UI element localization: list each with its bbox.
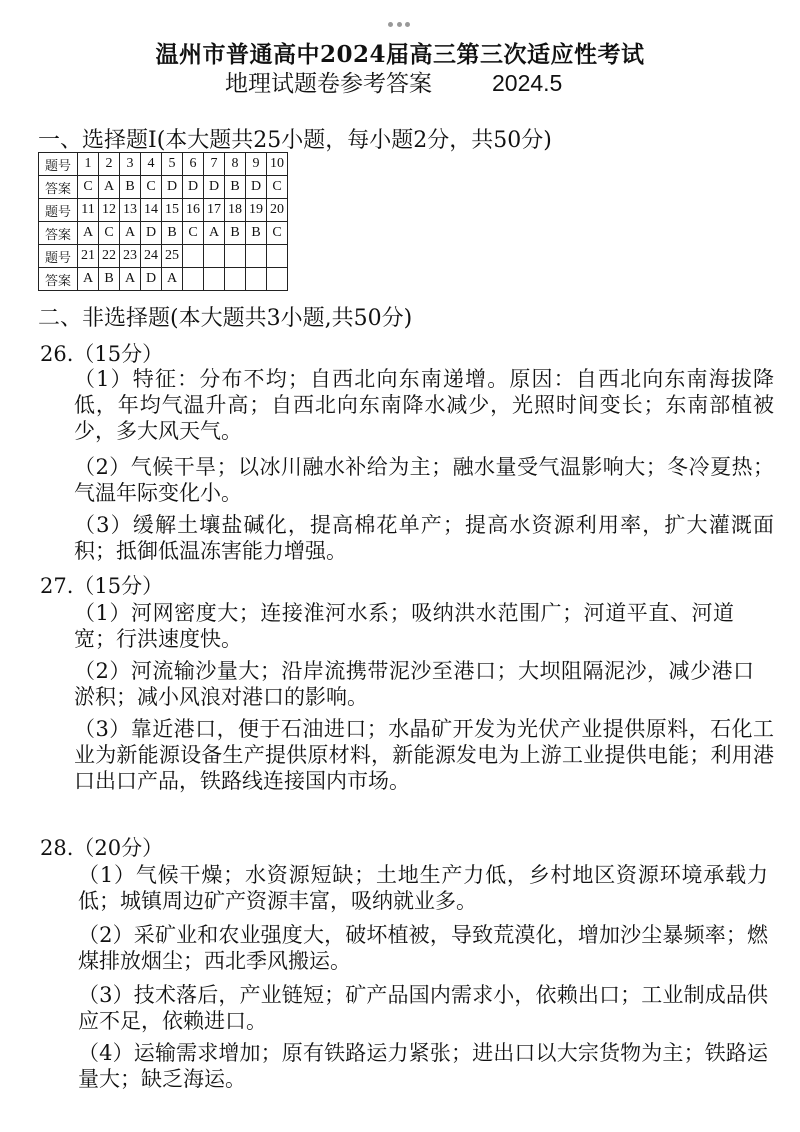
question-number-cell: 6	[183, 153, 204, 176]
q27-item-3: （3）靠近港口，便于石油进口；水晶矿开发为光伏产业提供原料，石化工业为新能源设备生产提供原材料，新能源发电为上游工业提供电能；利用港口出口产品，铁路线连接国内市场。	[74, 717, 774, 793]
question-number-cell: 22	[99, 245, 120, 268]
answer-cell: B	[162, 222, 183, 245]
answer-key-title: 地理试题卷参考答案	[225, 71, 432, 97]
question-number-cell: 24	[141, 245, 162, 268]
answer-cell: C	[141, 176, 162, 199]
question-number-cell: 11	[78, 199, 99, 222]
q26-item-3: （3）缓解土壤盐碱化，提高棉花单产；提高水资源利用率，扩大灌溉面积；抵御低温冻害能力增强。	[74, 513, 774, 563]
row-label-answer: 答案	[39, 222, 78, 245]
answer-cell: A	[78, 222, 99, 245]
section2-heading: 二、非选择题(本大题共3小题,共50分)	[38, 306, 413, 331]
question-number-row	[39, 153, 288, 176]
answer-cell: A	[120, 222, 141, 245]
answer-cell: D	[246, 176, 267, 199]
answer-cell: C	[183, 222, 204, 245]
answer-cell	[183, 268, 204, 291]
answer-cell: B	[225, 222, 246, 245]
question-number-cell	[246, 245, 267, 268]
question-number-cell	[225, 245, 246, 268]
answer-cell: D	[162, 176, 183, 199]
exam-date: 2024.5	[492, 70, 563, 96]
answer-cell: C	[99, 222, 120, 245]
answer-cell	[246, 268, 267, 291]
question-number-cell	[204, 245, 225, 268]
question-number-cell: 20	[267, 199, 288, 222]
answer-cell: B	[225, 176, 246, 199]
answer-row	[39, 222, 288, 245]
q26-item-2: （2）气候干旱；以冰川融水补给为主；融水量受气温影响大；冬冷夏热；气温年际变化小。	[74, 455, 774, 505]
answer-row	[39, 268, 288, 291]
more-options-icon[interactable]	[388, 22, 410, 28]
answer-cell: A	[78, 268, 99, 291]
answer-cell: B	[246, 222, 267, 245]
answer-cell	[267, 268, 288, 291]
exam-subtitle	[225, 65, 562, 98]
question-number-cell: 8	[225, 153, 246, 176]
row-label-question: 题号	[39, 245, 78, 268]
answer-cell	[204, 268, 225, 291]
answer-cell: D	[141, 222, 162, 245]
row-label-question: 题号	[39, 199, 78, 222]
question-number-cell: 14	[141, 199, 162, 222]
question-number-cell: 18	[225, 199, 246, 222]
answer-cell	[225, 268, 246, 291]
question-number-cell: 21	[78, 245, 99, 268]
question-number-cell: 16	[183, 199, 204, 222]
q26-item-1: （1）特征：分布不均；自西北向东南递增。原因：自西北向东南海拔降低，年均气温升高；自西北向东南降水减少，光照时间变长；东南部植被少，多大风天气。	[74, 367, 774, 443]
question-number-cell	[183, 245, 204, 268]
question-number-row	[39, 245, 288, 268]
question-28-heading: 28.（20分）	[40, 836, 164, 860]
answer-table	[38, 152, 288, 291]
question-number-row	[39, 199, 288, 222]
question-number-cell: 9	[246, 153, 267, 176]
question-number-cell: 23	[120, 245, 141, 268]
exam-title: 温州市普通高中2024届高三第三次适应性考试	[155, 41, 645, 68]
answer-cell: C	[267, 222, 288, 245]
question-number-cell: 17	[204, 199, 225, 222]
question-number-cell: 15	[162, 199, 183, 222]
answer-cell: A	[99, 176, 120, 199]
question-26-heading: 26.（15分）	[40, 342, 164, 366]
q27-item-2: （2）河流输沙量大；沿岸流携带泥沙至港口；大坝阻隔泥沙，减少港口淤积；减小风浪对港口的影响。	[74, 659, 754, 709]
question-27-heading: 27.（15分）	[40, 574, 164, 598]
answer-cell: D	[204, 176, 225, 199]
answer-cell: C	[78, 176, 99, 199]
question-number-cell: 25	[162, 245, 183, 268]
q28-item-1: （1）气候干燥；水资源短缺；土地生产力低，乡村地区资源环境承载力低；城镇周边矿产资源丰富，吸纳就业多。	[78, 863, 768, 913]
answer-cell: A	[162, 268, 183, 291]
section1-heading: 一、选择题I(本大题共25小题，每小题2分，共50分)	[38, 128, 552, 153]
answer-cell: A	[204, 222, 225, 245]
answer-cell: C	[267, 176, 288, 199]
row-label-answer: 答案	[39, 176, 78, 199]
answer-cell: B	[99, 268, 120, 291]
question-number-cell: 13	[120, 199, 141, 222]
question-number-cell: 1	[78, 153, 99, 176]
question-number-cell: 10	[267, 153, 288, 176]
question-number-cell	[267, 245, 288, 268]
answer-cell: D	[183, 176, 204, 199]
question-number-cell: 19	[246, 199, 267, 222]
question-number-cell: 5	[162, 153, 183, 176]
answer-cell: A	[120, 268, 141, 291]
answer-row	[39, 176, 288, 199]
row-label-question: 题号	[39, 153, 78, 176]
question-number-cell: 12	[99, 199, 120, 222]
row-label-answer: 答案	[39, 268, 78, 291]
q28-item-2: （2）采矿业和农业强度大，破坏植被，导致荒漠化，增加沙尘暴频率；燃煤排放烟尘；西北季风搬运。	[78, 923, 768, 973]
answer-cell: D	[141, 268, 162, 291]
question-number-cell: 2	[99, 153, 120, 176]
q28-item-3: （3）技术落后，产业链短；矿产品国内需求小，依赖出口；工业制成品供应不足，依赖进口。	[78, 983, 768, 1033]
question-number-cell: 7	[204, 153, 225, 176]
q27-item-1: （1）河网密度大；连接淮河水系；吸纳洪水范围广；河道平直、河道宽；行洪速度快。	[74, 601, 734, 651]
question-number-cell: 4	[141, 153, 162, 176]
answer-cell: B	[120, 176, 141, 199]
q28-item-4: （4）运输需求增加；原有铁路运力紧张；进出口以大宗货物为主；铁路运量大；缺乏海运。	[78, 1041, 768, 1091]
question-number-cell: 3	[120, 153, 141, 176]
